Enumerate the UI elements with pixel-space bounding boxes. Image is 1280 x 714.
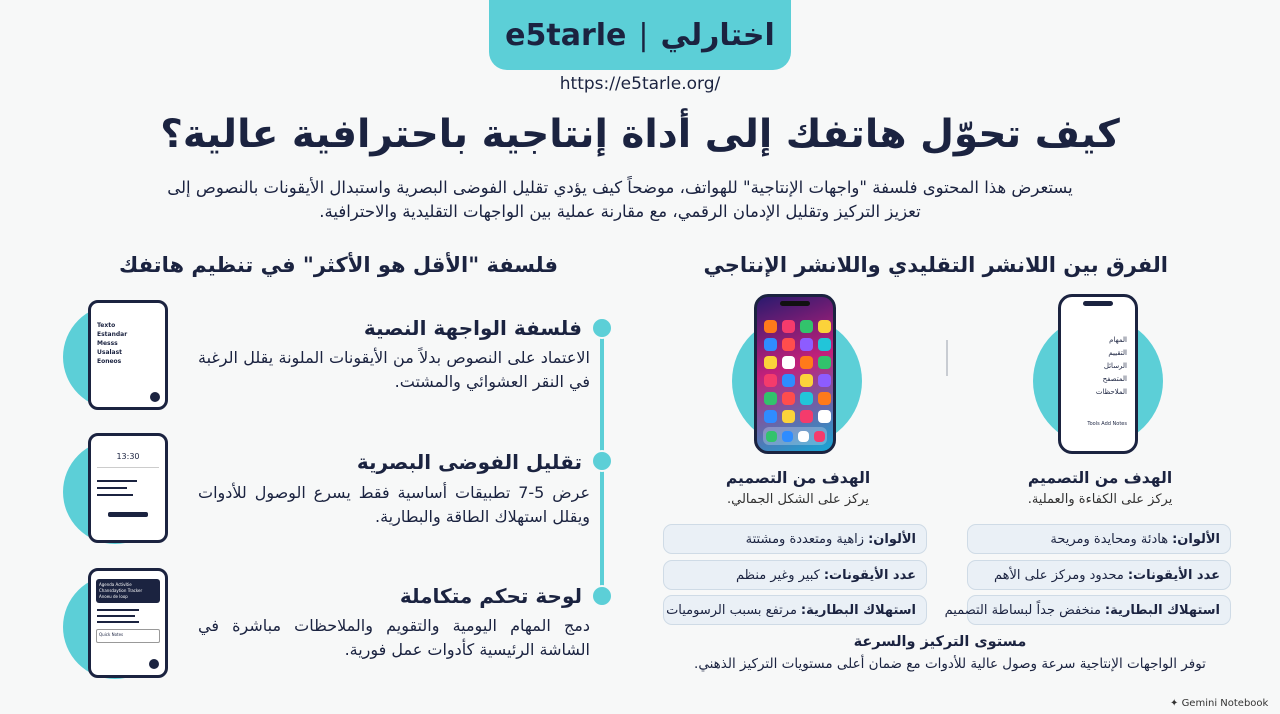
brand-separator: | bbox=[638, 17, 649, 53]
dashboard-phone bbox=[88, 568, 168, 678]
app-icon-grid bbox=[757, 306, 833, 437]
philosophy-title: فلسفة "الأقل هو الأكثر" في تنظيم هاتفك bbox=[119, 253, 558, 277]
clock-text: 13:30 bbox=[116, 452, 140, 461]
dashboard-item: Anoeu de loop bbox=[99, 594, 128, 599]
footer-text: Gemini Notebook bbox=[1181, 698, 1269, 709]
launcher-item: Usalast bbox=[97, 349, 123, 356]
launcher-item: Eoneos bbox=[97, 358, 122, 365]
launcher-item: Messs bbox=[97, 340, 118, 347]
minimal-item: المهام bbox=[1109, 336, 1127, 344]
focus-title: مستوى التركيز والسرعة bbox=[853, 634, 1027, 650]
quick-notes: Quick Notes bbox=[96, 629, 160, 643]
traditional-sub: يركز على الشكل الجمالي. bbox=[726, 492, 869, 507]
traditional-row: الألوان: زاهية ومتعددة ومشتتة bbox=[663, 524, 927, 554]
feature-title: لوحة تحكم متكاملة bbox=[399, 584, 582, 608]
productive-row: عدد الأيقونات: محدود ومركز على الأهم bbox=[967, 560, 1231, 590]
minimal-phone-footer: Tools Add Notes bbox=[1087, 421, 1127, 427]
focus-text: توفر الواجهات الإنتاجية سرعة وصول عالية للأدوات مع ضمان أعلى مستويات التركيز الذهني. bbox=[694, 656, 1206, 672]
launcher-item: Texto bbox=[97, 322, 116, 329]
minimal-phone-small bbox=[88, 433, 168, 543]
feature-body: الاعتماد على النصوص بدلاً من الأيقونات الملونة يقلل الرغبة في النقر العشوائي والمشتت. bbox=[198, 348, 590, 391]
feature-body: دمج المهام اليومية والتقويم والملاحظات مباشرة في الشاشة الرئيسية كأدوات عمل فورية. bbox=[198, 616, 590, 659]
site-url[interactable]: https://e5tarle.org/ bbox=[559, 74, 721, 94]
feature-title: فلسفة الواجهة النصية bbox=[363, 316, 582, 340]
productive-row: الألوان: هادئة ومحايدة ومريحة bbox=[967, 524, 1231, 554]
comparison-title: الفرق بين اللانشر التقليدي واللانشر الإنتاجي bbox=[703, 253, 1168, 277]
productive-sub: يركز على الكفاءة والعملية. bbox=[1027, 492, 1173, 507]
traditional-row: عدد الأيقونات: كبير وغير منظم bbox=[663, 560, 927, 590]
sparkle-icon: ✦ bbox=[1170, 698, 1182, 709]
dashboard-item: Agenda Activitie bbox=[99, 582, 132, 587]
launcher-item: Estandar bbox=[97, 331, 128, 338]
page-title: كيف تحوّل هاتفك إلى أداة إنتاجية باحترافية عالية؟ bbox=[160, 112, 1120, 157]
minimal-item: التقييم bbox=[1108, 349, 1127, 357]
footer-brand bbox=[1170, 698, 1268, 709]
minimal-item: الرسائل bbox=[1103, 362, 1127, 370]
dashboard-item: Chansdaytion Tracker bbox=[99, 588, 143, 593]
brand-arabic: اختارلي bbox=[660, 17, 775, 53]
cluttered-phone bbox=[754, 294, 836, 454]
timeline-dot bbox=[591, 450, 613, 472]
feature-title: تقليل الفوضى البصرية bbox=[356, 450, 582, 474]
productive-row: استهلاك البطارية: منخفض جداً لبساطة التصميم bbox=[967, 595, 1231, 625]
intro-text: يستعرض هذا المحتوى فلسفة "واجهات الإنتاجية" للهواتف، موضحاً كيف يؤدي تقليل الفوضى البصرية واستبدال الأيقونات بالنصوص إلى تعزيز التركيز وتقليل الإدمان الرقمي، مع مقارنة عملية بين الواجهات التقليدية والاحترافية. bbox=[167, 178, 1073, 221]
productive-heading: الهدف من التصميم bbox=[1027, 469, 1173, 487]
traditional-heading: الهدف من التصميم bbox=[725, 469, 871, 487]
divider bbox=[946, 340, 948, 376]
minimal-phone bbox=[1058, 294, 1138, 454]
brand-banner bbox=[489, 0, 791, 70]
brand-latin: e5tarle bbox=[505, 17, 627, 53]
timeline-dot bbox=[591, 585, 613, 607]
minimal-item: الملاحظات bbox=[1095, 388, 1127, 396]
traditional-row: استهلاك البطارية: مرتفع بسبب الرسوميات bbox=[663, 595, 927, 625]
minimal-item: المتصفح bbox=[1102, 375, 1127, 383]
feature-body: عرض 5-7 تطبيقات أساسية فقط يسرع الوصول للأدوات ويقلل استهلاك الطاقة والبطارية. bbox=[198, 483, 590, 526]
timeline-dot bbox=[591, 317, 613, 339]
text-launcher-phone bbox=[88, 300, 168, 410]
